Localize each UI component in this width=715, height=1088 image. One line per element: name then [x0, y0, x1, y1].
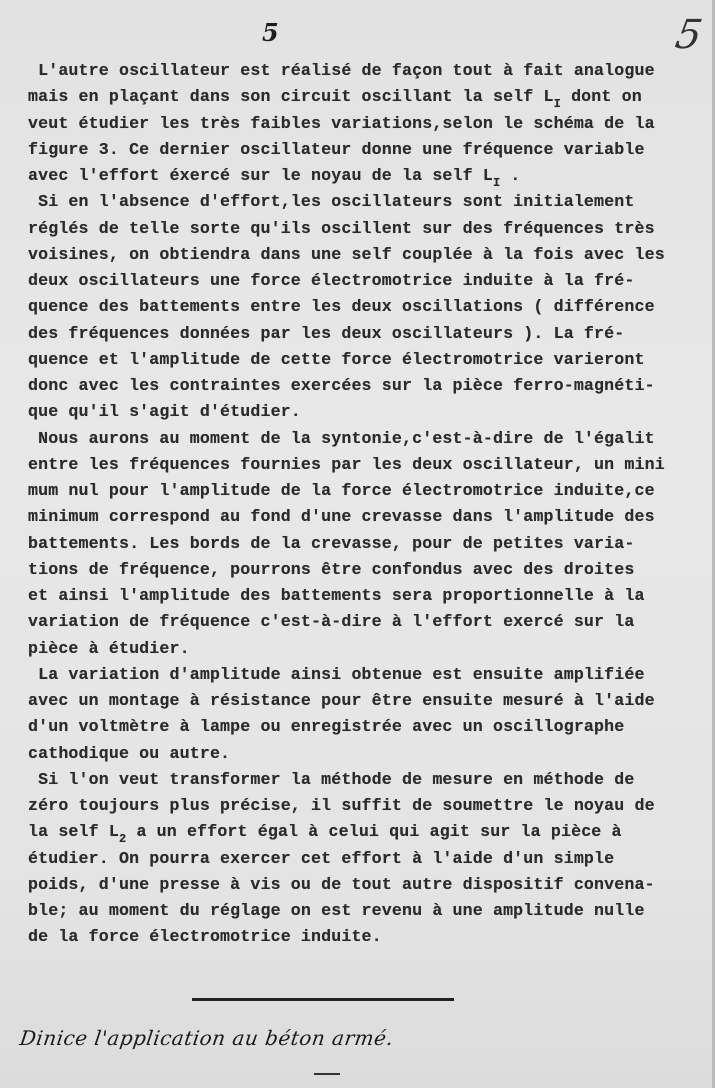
text-line — [28, 796, 655, 815]
line-text: de la force électromotrice induite. — [28, 927, 382, 947]
line-text: Si l'on veut transformer la méthode de mesure en méthode de — [28, 769, 635, 789]
text-line — [28, 534, 634, 553]
line-text: L'autre oscillateur est réalisé de façon tout à fait analogue — [28, 61, 655, 80]
line-text: mum nul pour l'amplitude de la force électromotrice induite,ce — [28, 481, 655, 500]
text-line — [28, 875, 655, 894]
text-line — [28, 586, 645, 605]
text-line — [28, 271, 634, 290]
line-text: ble; au moment du réglage on est revenu à une amplitude nulle — [28, 901, 645, 920]
text-line — [28, 744, 230, 763]
margin-page-number: 5 — [671, 12, 706, 58]
separator-rule — [192, 998, 454, 1001]
text-line — [28, 770, 634, 789]
text-line — [28, 612, 634, 631]
line-text: a un effort égal à celui qui agit sur la pièce à — [126, 822, 622, 842]
line-text: tions de fréquence, pourrons être confondus avec des droites — [28, 559, 635, 579]
line-text: . — [500, 166, 521, 185]
text-line — [28, 140, 645, 159]
line-text: la self L — [28, 822, 119, 842]
text-line — [28, 350, 645, 369]
line-text: La variation d'amplitude ainsi obtenue est ensuite amplifiée — [28, 664, 645, 684]
subscript: I — [553, 97, 561, 112]
text-line — [28, 691, 655, 710]
text-line — [28, 822, 622, 846]
line-text: veut étudier les très faibles variations,selon le schéma de la — [28, 113, 655, 133]
line-text: battements. Les bords de la crevasse, pour de petites varia- — [28, 533, 635, 553]
line-text: minimum correspond au fond d'une crevasse dans l'amplitude des — [28, 507, 655, 527]
text-line — [28, 481, 655, 500]
line-text: cathodique ou autre. — [28, 743, 231, 763]
text-line — [28, 376, 655, 395]
line-text: poids, d'une presse à vis ou de tout autre dispositif convena- — [28, 874, 655, 894]
line-text: quence des battements entre les deux oscillations ( différence — [28, 297, 655, 317]
text-line — [28, 901, 645, 920]
line-text: dont on — [560, 87, 642, 107]
text-line — [28, 114, 655, 133]
subscript: 2 — [118, 832, 127, 847]
line-text: voisines, on obtiendra dans une self couplée à la fois avec les — [28, 244, 665, 264]
handwritten-note: Dinice l'application au béton armé. — [18, 1026, 396, 1050]
line-text: pièce à étudier. — [28, 638, 190, 658]
line-text: entre les fréquences fournies par les deux oscillateur, un mini — [28, 454, 665, 474]
text-line — [28, 324, 624, 343]
line-text: des fréquences données par les deux oscillateurs ). La fré- — [28, 323, 625, 343]
text-line — [28, 560, 634, 579]
end-mark — [314, 1073, 340, 1075]
line-text: figure 3. Ce dernier oscillateur donne une fréquence variable — [28, 139, 645, 159]
text-line — [28, 429, 655, 448]
text-line — [28, 455, 665, 474]
text-line — [28, 192, 634, 211]
line-text: d'un voltmètre à lampe ou enregistrée avec un oscillographe — [28, 717, 625, 737]
text-line — [28, 665, 645, 684]
text-line — [28, 219, 655, 238]
subscript: I — [492, 176, 501, 190]
line-text: deux oscillateurs une force électromotrice induite à la fré- — [28, 271, 635, 290]
text-line — [28, 87, 642, 111]
text-line — [28, 245, 665, 264]
line-text: mais en plaçant dans son circuit oscillant la self L — [28, 87, 554, 107]
line-text: étudier. On pourra exercer cet effort à l'aide d'un simple — [28, 848, 615, 868]
line-text: Si en l'absence d'effort,les oscillateurs sont initialement — [28, 192, 635, 212]
line-text: Nous aurons au moment de la syntonie,c'est-à-dire de l'égalit — [28, 428, 655, 448]
line-text: donc avec les contraintes exercées sur la pièce ferro-magnéti- — [28, 376, 655, 395]
text-line — [28, 849, 614, 868]
line-text: quence et l'amplitude de cette force électromotrice varieront — [28, 349, 645, 369]
line-text: que qu'il s'agit d'étudier. — [28, 402, 301, 422]
text-line — [28, 717, 624, 736]
text-line — [28, 639, 190, 658]
page-number: 5 — [262, 18, 279, 47]
text-line — [28, 507, 655, 526]
line-text: avec l'effort éxercé sur le noyau de la self L — [28, 166, 493, 185]
line-text: et ainsi l'amplitude des battements sera proportionnelle à la — [28, 586, 645, 605]
text-line — [28, 61, 655, 80]
text-line — [28, 402, 301, 421]
text-line — [28, 927, 382, 946]
line-text: réglés de telle sorte qu'ils oscillent sur des fréquences très — [28, 218, 655, 238]
line-text: zéro toujours plus précise, il suffit de soumettre le noyau de — [28, 796, 655, 815]
text-line — [28, 297, 655, 316]
text-line — [28, 166, 521, 190]
line-text: avec un montage à résistance pour être ensuite mesuré à l'aide — [28, 691, 655, 710]
line-text: variation de fréquence c'est-à-dire à l'effort exercé sur la — [28, 612, 635, 632]
